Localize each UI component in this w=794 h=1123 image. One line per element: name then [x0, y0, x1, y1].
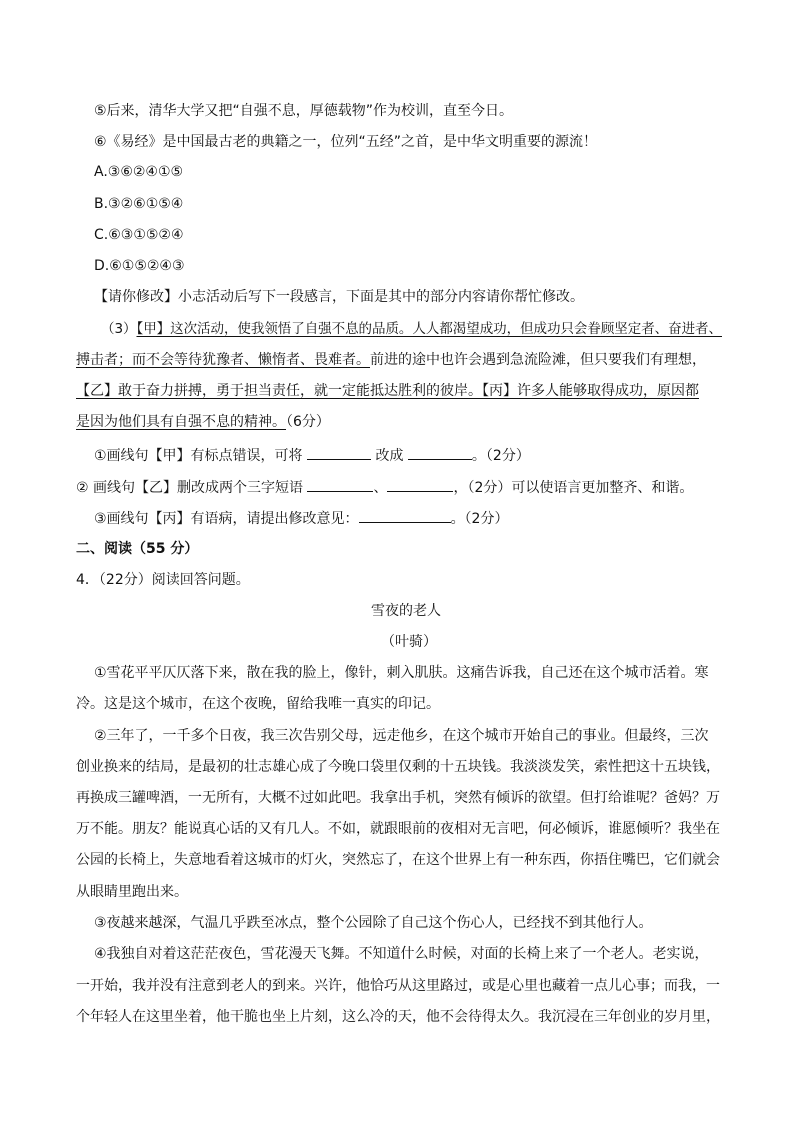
subq-2: [76, 477, 693, 497]
paragraph-2-line-3: 再换成三罐啤酒，一无所有，大概不过如此吧。我拿出手机，突然有倾诉的欲望。但打给谁呢？爸妈？万: [76, 790, 720, 806]
item-5: ⑤后来，清华大学又把“自强不息，厚德载物”作为校训，直至今日。: [94, 103, 514, 119]
option-c[interactable]: C.⑥③①⑤②④: [94, 227, 184, 243]
q3-line-3: [76, 382, 699, 400]
option-a[interactable]: A.③⑥②④①⑤: [94, 164, 184, 180]
q3-score: （6分）: [286, 414, 330, 430]
paragraph-2-line-5: 公园的长椅上，失意地看着这城市的灯火，突然忘了，在这个世界上有一种东西，你捂住嘴巴，它们就会: [76, 852, 720, 868]
paragraph-2-line-2: 创业换来的结局，是最初的壮志雄心成了今晚口袋里仅剩的十五块钱。我淡淡发笑，索性把这十五块钱，: [76, 759, 720, 775]
item-6: ⑥《易经》是中国最古老的典籍之一，位列“五经”之首，是中华文明重要的源流！: [94, 134, 598, 150]
sentence-bing-part2: 是因为他们具有自强不息的精神。: [76, 414, 286, 430]
subq-3-text: ③画线句【丙】有语病，请提出修改意见：: [94, 511, 359, 527]
paragraph-2-line-4: 万不能。朋友？能说真心话的又有几人。不如，就跟眼前的夜相对无言吧，何必倾诉，谁愿倾听？我坐在: [76, 821, 720, 837]
sentence-yi: 【乙】敢于奋力拼搏，勇于担当责任，就一定能抵达胜利的彼岸。: [76, 383, 482, 399]
q3-prefix: （3）: [101, 321, 137, 337]
answer-blank-2[interactable]: [408, 445, 472, 460]
sentence-jia-part2: 搏击者；而不会等待犹豫者、懒惰者、畏难者。: [76, 352, 370, 368]
q3-line-2: [76, 351, 706, 369]
subq-1: [94, 445, 530, 465]
subq-1-score: 。（2分）: [471, 448, 530, 464]
answer-blank-3[interactable]: [307, 477, 373, 492]
q3-line-1: [101, 320, 722, 338]
subq-2-sep: 、: [373, 480, 388, 496]
option-d[interactable]: D.⑥①⑤②④③: [94, 258, 185, 274]
answer-blank-4[interactable]: [387, 477, 453, 492]
paragraph-2-line-6: 从眼睛里跑出来。: [76, 884, 188, 900]
subq-1-text: ①画线句【甲】有标点错误，可将: [94, 448, 303, 464]
paragraph-4-line-2: 一开始，我并没有注意到老人的到来。兴许，他恰巧从这里路过，或是心里也藏着一点儿心事；而我，一: [76, 978, 720, 994]
answer-blank-5[interactable]: [359, 508, 451, 523]
answer-blank-1[interactable]: [307, 445, 371, 460]
option-b[interactable]: B.③②⑥①⑤④: [94, 196, 184, 212]
paragraph-3: ③夜越来越深，气温几乎跌至冰点，整个公园除了自己这个伤心人，已经找不到其他行人。: [94, 915, 653, 931]
subq-2-tail: ，（2分）可以使语言更加整齐、和谐。: [453, 480, 694, 496]
subq-1-mid: 改成: [375, 448, 404, 464]
section-heading-reading: 二、阅读（55 分）: [76, 541, 199, 557]
paragraph-4-line-3: 个年轻人在这里坐着，他干脆也坐上片刻，这么冷的天，他不会待得太久。我沉浸在三年创业的岁月里，: [76, 1009, 720, 1025]
article-author: （叶骑）: [381, 634, 437, 650]
paragraph-1-line-2: 冷。这是这个城市，在这个夜晚，留给我唯一真实的印记。: [76, 696, 440, 712]
sentence-bing-part1: 【丙】许多人能够取得成功，原因都: [482, 383, 699, 399]
sentence-jia-part1: 【甲】这次活动，使我领悟了自强不息的品质。人人都渴望成功，但成功只会眷顾坚定者、奋进者、: [136, 321, 722, 337]
paragraph-4-line-1: ④我独自对着这茫茫夜色，雪花漫天飞舞。不知道什么时候，对面的长椅上来了一个老人。老实说，: [94, 946, 709, 962]
subq-2-text: ② 画线句【乙】删改成两个三字短语: [76, 480, 304, 496]
revise-instruction: 【请你修改】小志活动后写下一段感言，下面是其中的部分内容请你帮忙修改。: [94, 289, 584, 305]
q3-line-4: [76, 413, 330, 431]
paragraph-1-line-1: ①雪花平平仄仄落下来，散在我的脸上，像针，刺入肌肤。这痛告诉我，自己还在这个城市活着。寒: [94, 665, 709, 681]
subq-3-score: 。（2分）: [450, 511, 509, 527]
paragraph-2-line-1: ②三年了，一千多个日夜，我三次告别父母，远走他乡，在这个城市开始自己的事业。但最终，三次: [94, 728, 709, 744]
q3-plain-text: 前进的途中也许会遇到急流险滩，但只要我们有理想，: [370, 352, 706, 368]
subq-3: [94, 508, 508, 528]
article-title: 雪夜的老人: [371, 603, 441, 619]
question-4-header: 4．（22分）阅读回答问题。: [76, 572, 250, 588]
